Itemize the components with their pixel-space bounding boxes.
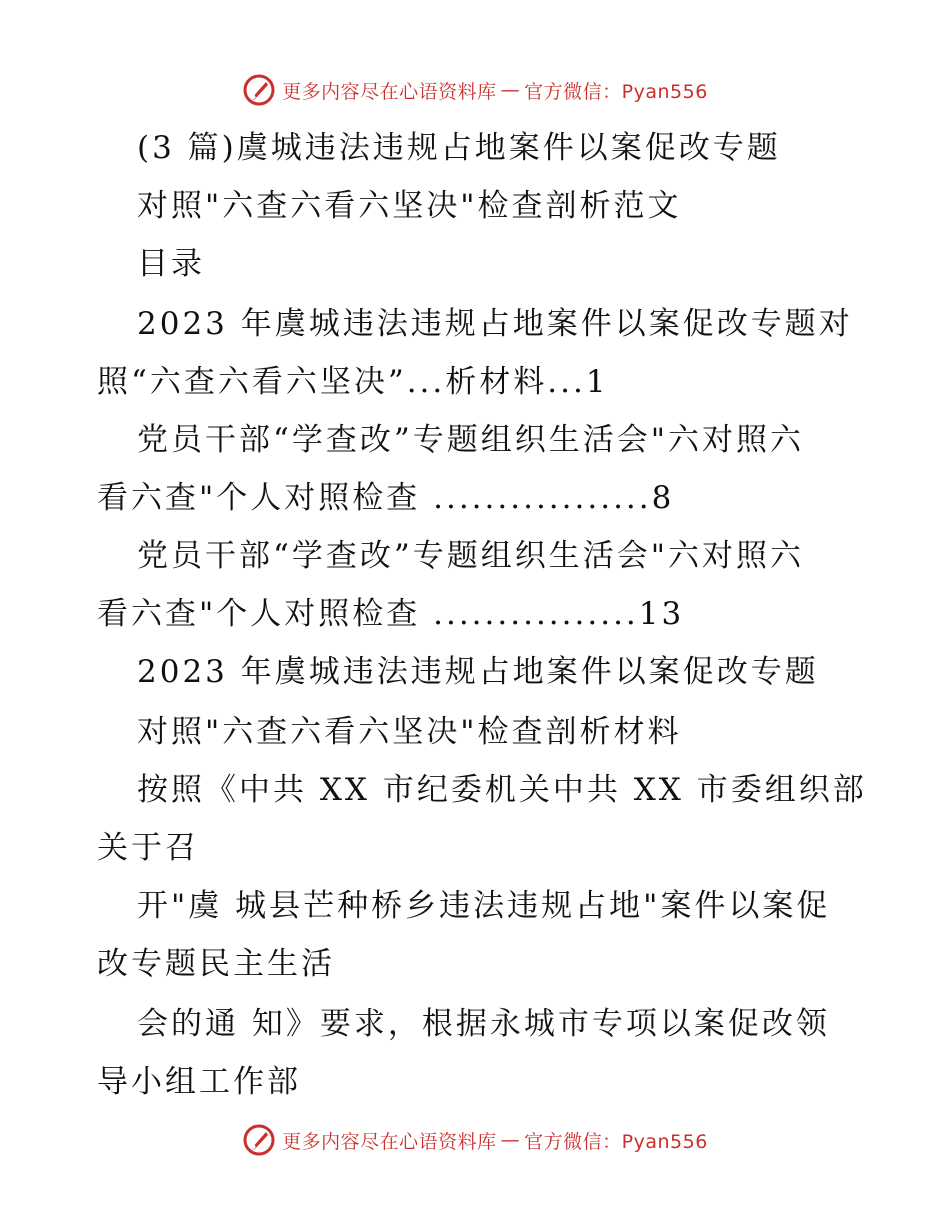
- body-line-3: 开"虞 城县芒种桥乡违法违规占地"案件以案促: [137, 888, 831, 924]
- body-line-2: 关于召: [97, 830, 199, 866]
- toc-entry-1-line-2: 照“六查六看六坚决”...析材料...1: [97, 364, 609, 400]
- watermark-separator: —: [500, 79, 521, 101]
- body-line-5: 会的通 知》要求，根据永城市专项以案促改领: [137, 1006, 830, 1042]
- toc-entry-3-line-2: 看六查"个人对照检查 ................13: [97, 596, 685, 632]
- watermark-separator: —: [500, 1129, 521, 1151]
- toc-entry-1-line-1: 2023 年虞城违法违规占地案件以案促改专题对: [137, 306, 853, 342]
- toc-entry-2-line-1: 党员干部“学查改”专题组织生活会"六对照六: [137, 422, 804, 458]
- section-title-line-2: 对照"六查六看六坚决"检查剖析材料: [137, 714, 682, 750]
- toc-entry-2-line-2: 看六查"个人对照检查 .................8: [97, 480, 675, 516]
- doc-title-line-1: (3 篇)虞城违法违规占地案件以案促改专题: [137, 130, 781, 166]
- watermark-header: [0, 70, 950, 110]
- body-line-4: 改专题民主生活: [97, 946, 335, 982]
- quill-logo-icon: [242, 73, 276, 107]
- watermark-footer: [0, 1120, 950, 1160]
- section-title-line-1: 2023 年虞城违法违规占地案件以案促改专题: [137, 654, 819, 690]
- watermark-main-text: 更多内容尽在心语资料库: [282, 80, 497, 103]
- watermark-main-text: 更多内容尽在心语资料库: [282, 1130, 497, 1153]
- body-line-1: 按照《中共 XX 市纪委机关中共 XX 市委组织部: [137, 772, 867, 808]
- watermark-contact: 官方微信：Pyan556: [524, 80, 708, 103]
- body-line-6: 导小组工作部: [97, 1064, 301, 1100]
- quill-logo-icon: [242, 1123, 276, 1157]
- doc-title-line-2: 对照"六查六看六坚决"检查剖析范文: [137, 188, 682, 224]
- toc-entry-3-line-1: 党员干部“学查改”专题组织生活会"六对照六: [137, 538, 804, 574]
- toc-heading: 目录: [137, 246, 205, 282]
- watermark-contact: 官方微信：Pyan556: [524, 1130, 708, 1153]
